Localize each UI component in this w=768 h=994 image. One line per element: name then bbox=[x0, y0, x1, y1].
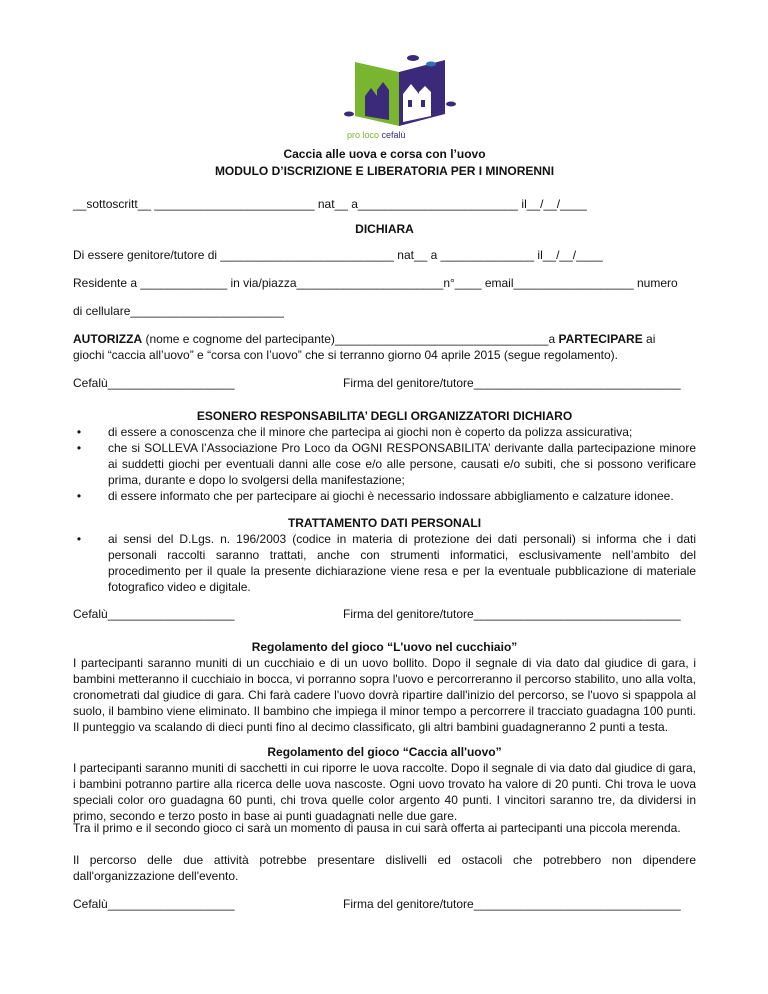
dichiara-heading: DICHIARA bbox=[355, 222, 414, 236]
pro-loco-logo bbox=[341, 52, 461, 144]
signature-place-field[interactable]: Cefalù___________________ bbox=[73, 897, 235, 911]
privacy-list-wrap bbox=[73, 531, 696, 595]
esonero-item: • di essere informato che per partecipare ai giochi è necessario indossare abbigliamento e calzature idonee. bbox=[108, 488, 696, 504]
privacy-heading: TRATTAMENTO DATI PERSONALI bbox=[287, 516, 482, 530]
esonero-item: • che si SOLLEVA l’Associazione Pro Loco da OGNI RESPONSABILITA’ derivante dalla partecipazione minore ai suddetti giochi per eventuali danni alle cose e/o alle persone, causati e/o subiti, che si possono verificare prima, durante e dopo lo svolgersi della manifestazione; bbox=[108, 440, 696, 488]
esonero-list-wrap bbox=[73, 424, 696, 504]
document-title: Caccia alle uova e corsa con l’uovo bbox=[283, 147, 486, 161]
signature-place-field[interactable]: Cefalù___________________ bbox=[73, 376, 235, 390]
field-cellulare[interactable]: di cellulare_______________________ bbox=[73, 304, 284, 318]
signature-place-field[interactable]: Cefalù___________________ bbox=[73, 607, 235, 621]
regolamento-1-heading: Regolamento del gioco “L'uovo nel cucchiaio” bbox=[251, 640, 518, 654]
esonero-item: • di essere a conoscenza che il minore che partecipa ai giochi non è coperto da polizza assicurativa; bbox=[108, 424, 696, 440]
logo-text-town: cefalù bbox=[381, 130, 406, 140]
esonero-heading: ESONERO RESPONSABILITA’ DEGLI ORGANIZZATORI DICHIARO bbox=[196, 409, 573, 423]
signature-row-1 bbox=[73, 375, 696, 391]
autorizza-text: (nome e cognome del partecipante)________________________________a bbox=[142, 332, 559, 346]
privacy-list bbox=[73, 531, 696, 595]
field-sottoscritto[interactable]: __sottoscritt__ ________________________ nat__ a________________________ il__/__/____ bbox=[73, 197, 587, 211]
field-residente[interactable]: Residente a _____________ in via/piazza______________________n°____ email__________________ numero bbox=[73, 276, 678, 290]
regolamento-2-percorso: Il percorso delle due attività potrebbe presentare dislivelli ed ostacoli che potrebbero non dipendere dall'organizzazione dell'evento. bbox=[73, 853, 696, 883]
regolamento-2-heading: Regolamento del gioco “Caccia all'uovo” bbox=[267, 745, 502, 759]
signature-sign-field[interactable]: Firma del genitore/tutore_______________________________ bbox=[343, 376, 681, 390]
autorizza-label: AUTORIZZA bbox=[73, 332, 143, 346]
autorizza-line-1[interactable] bbox=[73, 331, 696, 347]
esonero-list bbox=[73, 424, 696, 504]
signature-sign-field[interactable]: Firma del genitore/tutore_______________________________ bbox=[343, 607, 681, 621]
document-subtitle: MODULO D’ISCRIZIONE E LIBERATORIA PER I MINORENNI bbox=[214, 164, 555, 178]
regolamento-2-pausa: Tra il primo e il secondo gioco ci sarà un momento di pausa in cui sarà offerta ai partecipanti una piccola merenda. bbox=[73, 821, 681, 835]
partecipare-label: PARTECIPARE bbox=[558, 332, 643, 346]
logo-text-pro-loco: pro loco bbox=[347, 130, 380, 140]
regolamento-1-text: I partecipanti saranno muniti di un cucchiaio e di un uovo bollito. Dopo il segnale di via dato dal giudice di gara, i bambini metteranno il cucchiaio in bocca, vi porranno sopra l'uovo e percorreranno il percorso stabilito, uno alla volta, cronometrati dal giudice di gara. Chi farà cadere l'uovo dovrà ripartire dall'inizio del percorso, se l'uovo si spappola al suolo, il bambino viene eliminato. Il bambino che impiega il minor tempo a percorrere il tracciato guadagna 100 punti. Il punteggio va scalando di dieci punti fino al decimo classificato, gli altri bambini guadagneranno 2 punti a testa. bbox=[73, 656, 696, 734]
regolamento-2-text: I partecipanti saranno muniti di sacchetti in cui riporre le uova raccolte. Dopo il segnale di via dato dal giudice di gara, i bambini potranno partire alla ricerca delle uova nascoste. Ogni uovo trovato ha valore di 20 punti. Chi trova le uova speciali color oro guadagna 60 punti, chi trova quelle color argento 40 punti. I vincitori saranno tre, da dividersi in primo, secondo e terzo posto in base ai punti guadagnati nelle due gare. bbox=[73, 761, 696, 823]
privacy-item: • ai sensi del D.Lgs. n. 196/2003 (codice in materia di protezione dei dati personali) si informa che i dati personali raccolti saranno trattati, anche con strumenti informatici, esclusivamente nell’ambito del procedimento per il quale la presente dichiarazione viene resa e per la eventuale pubblicazione di materiale fotografico video e digitale. bbox=[108, 531, 696, 595]
logo-text bbox=[347, 130, 406, 140]
signature-row-3 bbox=[73, 896, 696, 912]
autorizza-end: ai bbox=[642, 332, 656, 346]
autorizza-line-2: giochi “caccia all’uovo” e “corsa con l’uovo” che si terranno giorno 04 aprile 2015 (segue regolamento). bbox=[73, 348, 618, 362]
signature-row-2 bbox=[73, 606, 696, 622]
field-genitore[interactable]: Di essere genitore/tutore di __________________________ nat__ a ______________ il__/__/____ bbox=[73, 248, 603, 262]
autorizza-paragraph bbox=[73, 331, 696, 363]
signature-sign-field[interactable]: Firma del genitore/tutore_______________________________ bbox=[343, 897, 681, 911]
